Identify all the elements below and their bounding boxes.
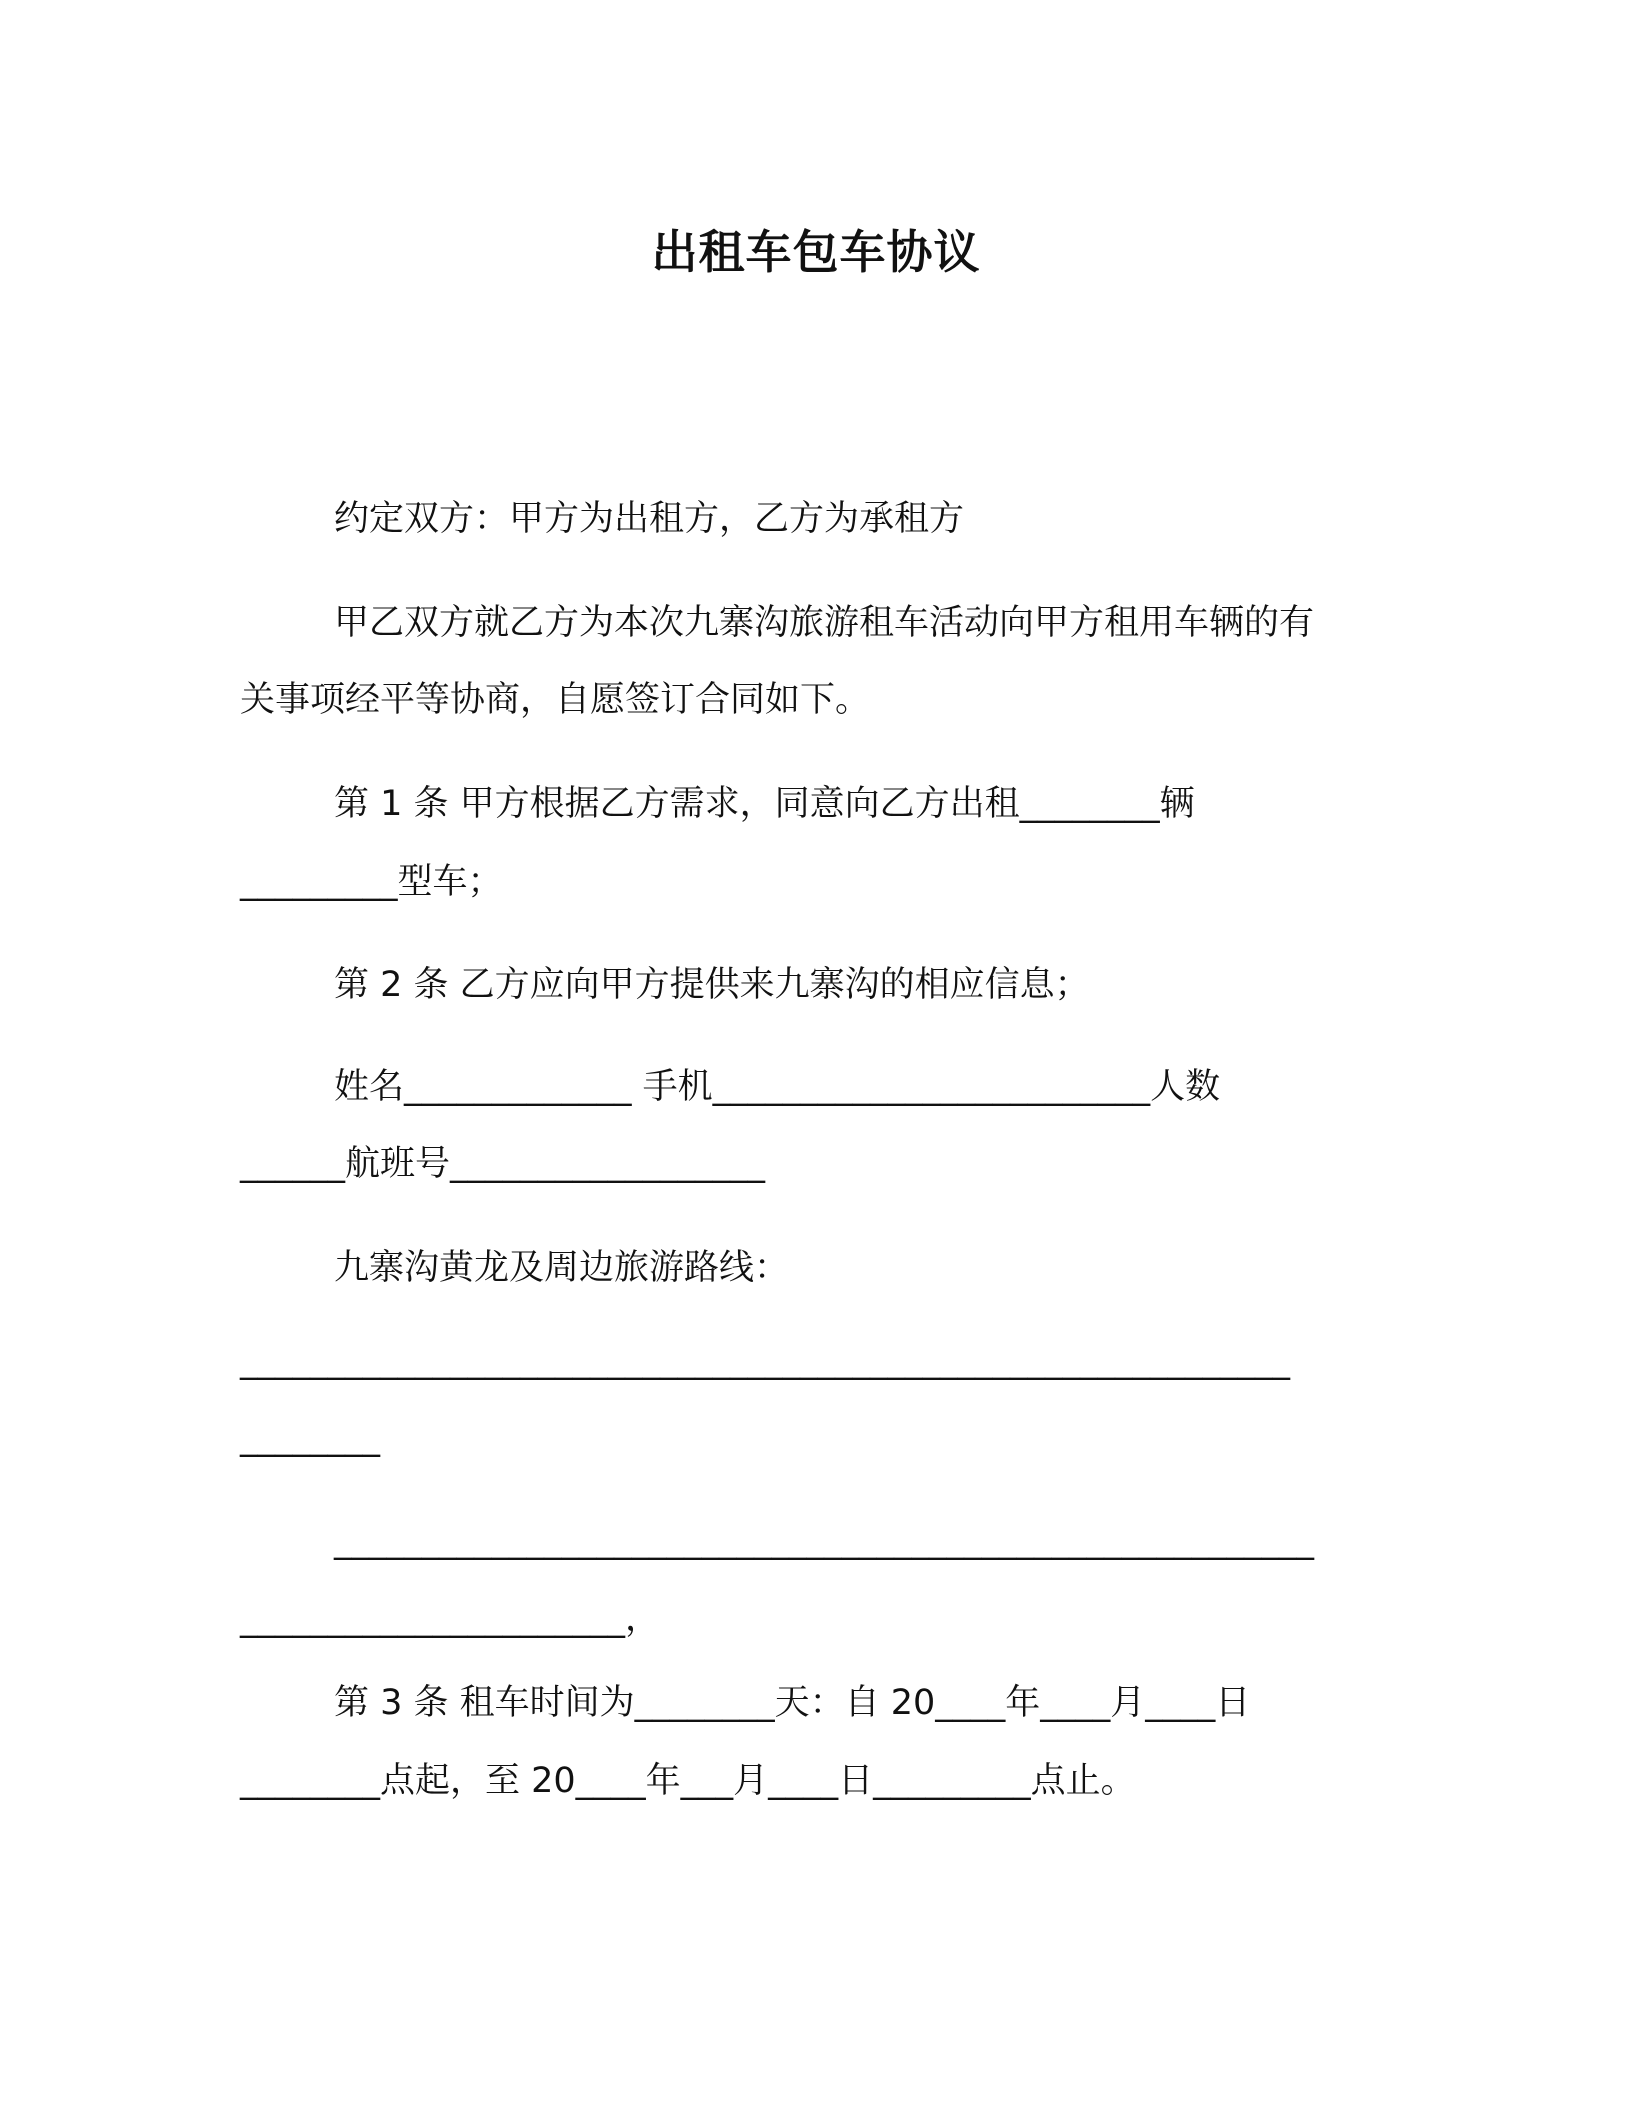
document-title: 出租车包车协议 xyxy=(651,225,981,279)
route-blank-line-3: ________________________________________________________ xyxy=(334,1521,1314,1561)
article-3-line-1: 第 3 条 租车时间为________天：自 20____年____月____日 xyxy=(334,1683,1251,1723)
article-1-line-1: 第 1 条 甲方根据乙方需求，同意向乙方出租________辆 xyxy=(334,784,1195,824)
preamble-line-1: 甲乙双方就乙方为本次九寨沟旅游租车活动向甲方租用车辆的有 xyxy=(334,603,1315,643)
article-3-line-2: ________点起，至 20____年___月____日_________点止。 xyxy=(240,1761,1136,1801)
preamble-line-2: 关事项经平等协商，自愿签订合同如下。 xyxy=(240,680,871,720)
traveler-info-line-1: 姓名_____________ 手机_________________________人数 xyxy=(334,1067,1221,1107)
route-blank-line-1: ____________________________________________________________ xyxy=(240,1341,1290,1381)
article-1-line-2: _________型车； xyxy=(240,862,503,902)
route-heading: 九寨沟黄龙及周边旅游路线： xyxy=(334,1248,790,1288)
parties-definition: 约定双方：甲方为出租方，乙方为承租方 xyxy=(334,499,965,539)
article-2-heading: 第 2 条 乙方应向甲方提供来九寨沟的相应信息； xyxy=(334,965,1090,1005)
route-blank-line-4: ______________________， xyxy=(240,1599,661,1639)
traveler-info-line-2: ______航班号__________________ xyxy=(240,1144,766,1184)
route-blank-line-2: ________ xyxy=(240,1418,380,1458)
